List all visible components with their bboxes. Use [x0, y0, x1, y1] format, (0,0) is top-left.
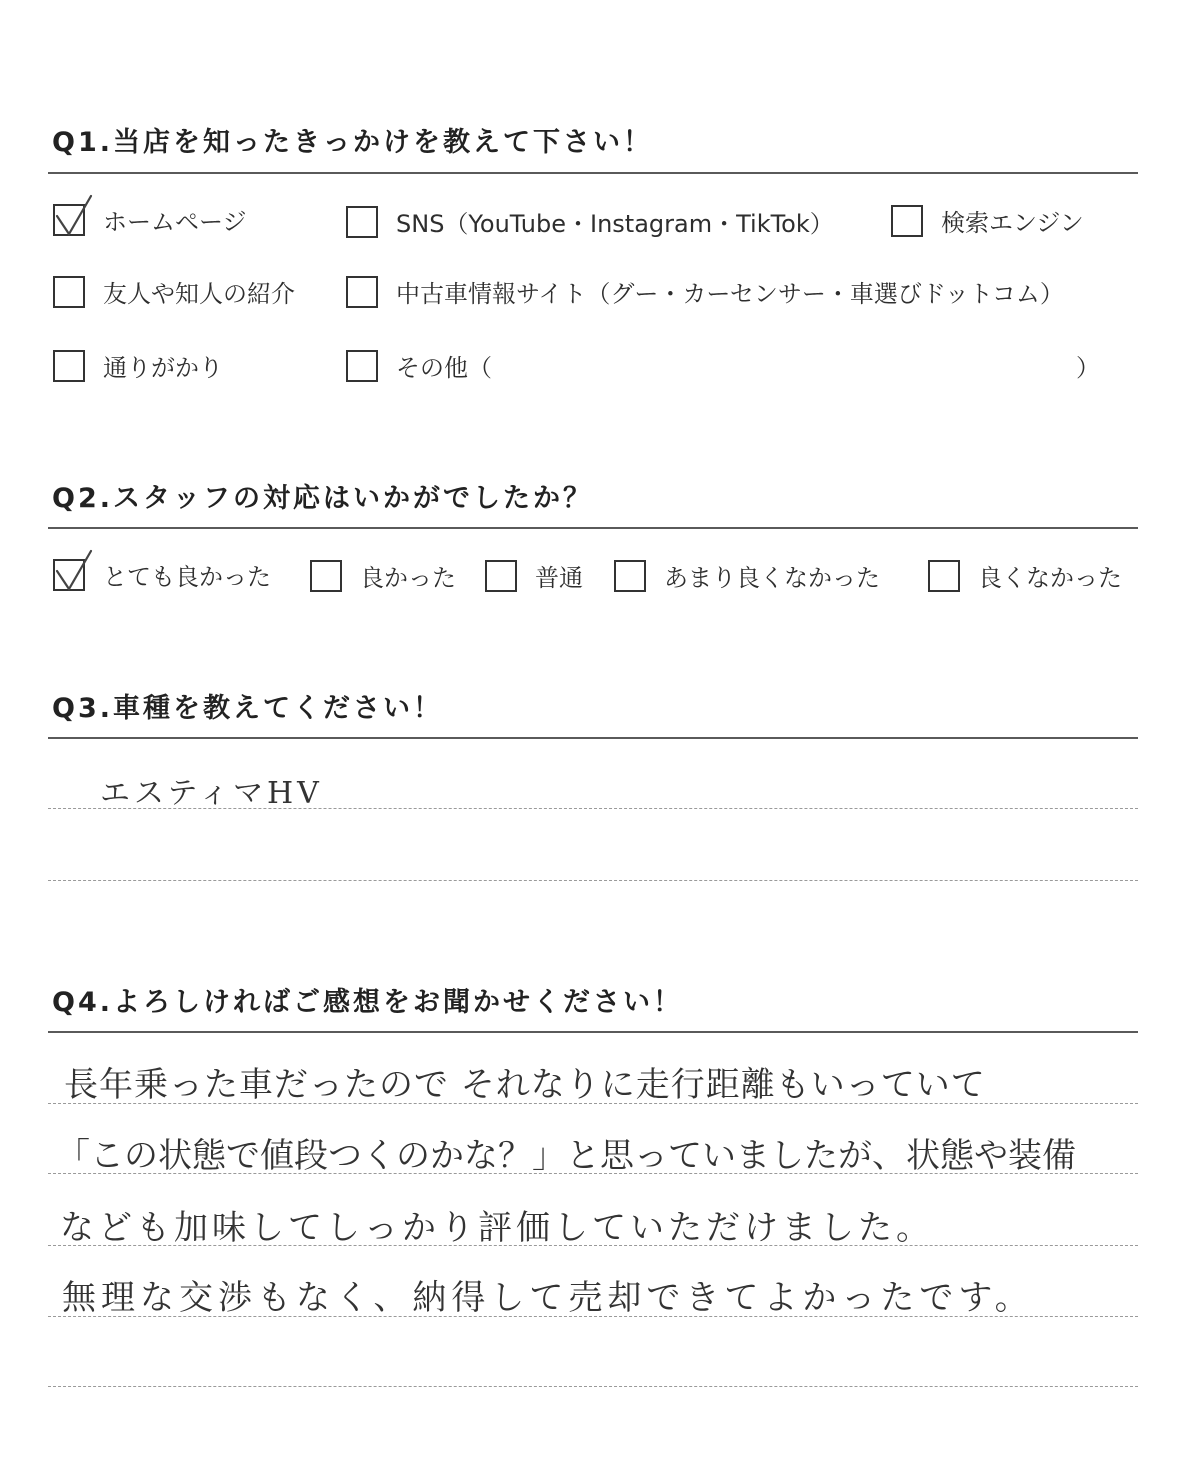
checkbox[interactable]	[53, 276, 85, 308]
q3-divider	[48, 737, 1138, 739]
q4-comment-line: 無理な交渉もなく、納得して売却できてよかったです。	[62, 1278, 1034, 1318]
checkbox[interactable]	[346, 276, 378, 308]
q4-comment-rule	[48, 1173, 1138, 1174]
q2-title: Q2.スタッフの対応はいかがでしたか？	[52, 483, 593, 514]
q1-option-passing-by[interactable]	[53, 348, 223, 383]
q3-answer-line	[48, 880, 1138, 881]
q2-option-bad[interactable]	[928, 558, 1122, 593]
q4-comment-line: 長年乗った車だったので それなりに走行距離もいっていて	[64, 1065, 986, 1105]
q1-option-car-info-site[interactable]	[346, 274, 1064, 309]
q2-option-not-so-good[interactable]	[614, 558, 880, 593]
checkmark-icon	[51, 547, 95, 597]
q1-option-other[interactable]	[346, 348, 492, 383]
checkbox[interactable]	[310, 560, 342, 592]
checkbox-checked[interactable]	[53, 559, 85, 591]
q4-comment-rule	[48, 1103, 1138, 1104]
q2-divider	[48, 527, 1138, 529]
checkbox[interactable]	[928, 560, 960, 592]
q4-comment-rule	[48, 1245, 1138, 1246]
checkbox[interactable]	[485, 560, 517, 592]
q4-comment-rule	[48, 1316, 1138, 1317]
option-label: 良かった	[360, 564, 456, 592]
q4-comment-line: なども加味してしっかり評価していただけました。	[60, 1208, 934, 1248]
checkmark-icon	[51, 192, 95, 242]
q1-option-sns[interactable]	[346, 204, 834, 239]
q3-answer-line	[48, 808, 1138, 809]
q4-comment-rule	[48, 1386, 1138, 1387]
option-label: その他（	[396, 354, 492, 382]
q3-answer-handwritten: エスティマHV	[100, 776, 323, 811]
q1-option-homepage[interactable]	[53, 202, 247, 237]
q3-title: Q3.車種を教えてください！	[52, 693, 443, 724]
q4-divider	[48, 1031, 1138, 1033]
option-label: 友人や知人の紹介	[103, 280, 295, 308]
checkbox[interactable]	[346, 206, 378, 238]
option-label: 検索エンジン	[941, 209, 1084, 237]
option-label: あまり良くなかった	[664, 564, 880, 592]
option-label: 普通	[535, 564, 583, 592]
q1-divider	[48, 172, 1138, 174]
other-close-paren: ）	[1076, 354, 1100, 382]
q1-title: Q1.当店を知ったきっかけを教えて下さい！	[52, 127, 653, 158]
q2-option-good[interactable]	[310, 558, 456, 593]
option-label: とても良かった	[103, 563, 271, 591]
option-label: ホームページ	[103, 208, 247, 236]
q1-option-referral[interactable]	[53, 274, 295, 309]
q2-option-average[interactable]	[485, 558, 583, 593]
option-label: 中古車情報サイト（グー・カーセンサー・車選びドットコム）	[396, 280, 1064, 308]
q2-option-very-good[interactable]	[53, 557, 271, 592]
option-label: SNS（YouTube・Instagram・TikTok）	[396, 210, 834, 238]
checkbox[interactable]	[891, 205, 923, 237]
checkbox[interactable]	[614, 560, 646, 592]
q4-title: Q4.よろしければご感想をお聞かせください！	[52, 987, 683, 1018]
q4-comment-line: 「この状態で値段つくのかな？」と思っていましたが、状態や装備	[56, 1136, 1076, 1176]
checkbox[interactable]	[53, 350, 85, 382]
option-label: 良くなかった	[978, 564, 1122, 592]
checkbox-checked[interactable]	[53, 204, 85, 236]
checkbox[interactable]	[346, 350, 378, 382]
option-label: 通りがかり	[103, 354, 223, 382]
q1-option-search-engine[interactable]	[891, 203, 1084, 238]
